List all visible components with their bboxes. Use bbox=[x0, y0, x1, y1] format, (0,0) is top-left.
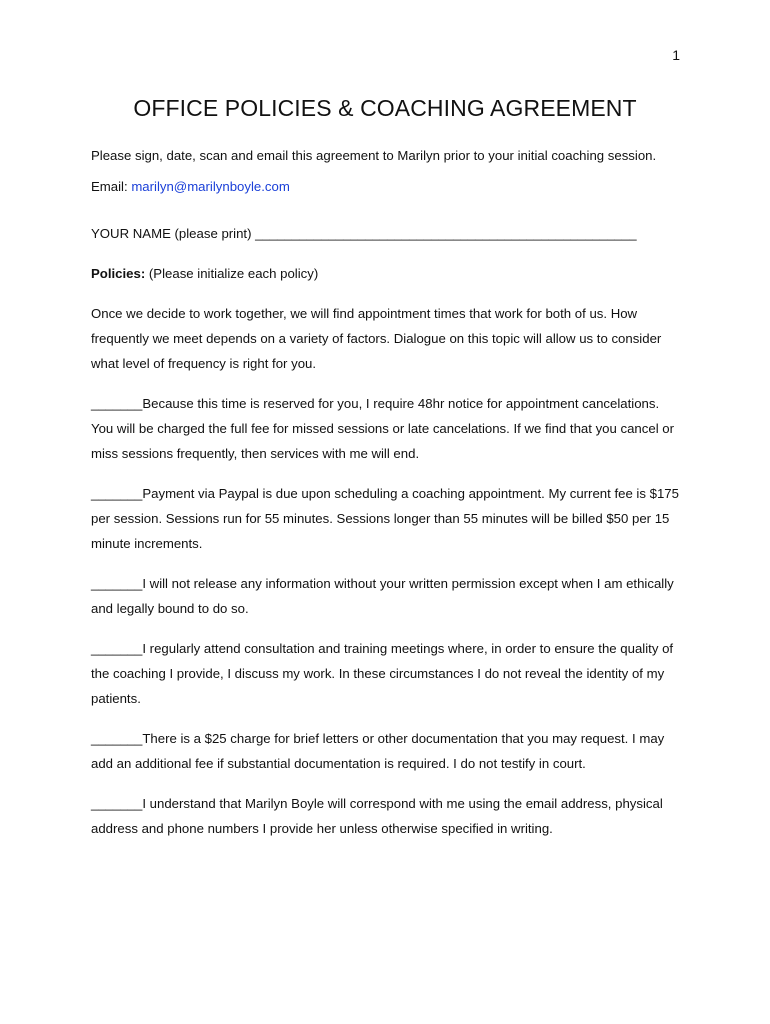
initial-blank[interactable]: _______ bbox=[91, 796, 143, 811]
opening-paragraph: Once we decide to work together, we will find appointment times that work for both of us. How frequently we meet depends on a variety of factors. Dialogue on this topic will allow us to consider what level of frequency is right for you. bbox=[91, 306, 662, 371]
policy-text: I regularly attend consultation and training meetings where, in order to ensure the quality of the coaching I provide, I discuss my work. In these circumstances I do not reveal the identity of my patients. bbox=[91, 641, 674, 706]
email-link[interactable]: marilyn@marilynboyle.com bbox=[131, 179, 290, 194]
policy-item bbox=[91, 391, 681, 466]
initial-blank[interactable]: _______ bbox=[91, 486, 143, 501]
page-number: 1 bbox=[672, 47, 680, 63]
policy-text: Because this time is reserved for you, I require 48hr notice for appointment cancelations. You will be charged the full fee for missed sessions or late cancelations. If we find that you cancel or miss sessions frequently, then services with me will end. bbox=[91, 396, 675, 461]
initial-blank[interactable]: _______ bbox=[91, 396, 143, 411]
policy-text: I understand that Marilyn Boyle will correspond with me using the email address, physical address and phone numbers I provide her unless otherwise specified in writing. bbox=[91, 796, 663, 836]
initial-blank[interactable]: _______ bbox=[91, 641, 143, 656]
name-field bbox=[91, 221, 681, 246]
name-field-blank[interactable]: ____________________________________________________ bbox=[255, 226, 637, 241]
policy-text: I will not release any information without your written permission except when I am ethically and legally bound to do so. bbox=[91, 576, 674, 616]
document-body bbox=[91, 140, 681, 841]
policy-item bbox=[91, 481, 681, 556]
policy-item bbox=[91, 571, 681, 621]
policies-heading-label: Policies: bbox=[91, 266, 146, 281]
policy-item bbox=[91, 791, 681, 841]
policy-text: Payment via Paypal is due upon scheduling a coaching appointment. My current fee is $175 per session. Sessions run for 55 minutes. Sessions longer than 55 minutes will be billed $50 per 15 minute increments. bbox=[91, 486, 679, 551]
intro-text: Please sign, date, scan and email this agreement to Marilyn prior to your initial coaching session. Email: bbox=[91, 148, 657, 194]
name-field-label: YOUR NAME (please print) bbox=[91, 226, 256, 241]
policy-text: There is a $25 charge for brief letters or other documentation that you may request. I may add an additional fee if substantial documentation is required. I do not testify in court. bbox=[91, 731, 665, 771]
intro-paragraph bbox=[91, 140, 681, 202]
initial-blank[interactable]: _______ bbox=[91, 576, 143, 591]
policies-heading bbox=[91, 261, 681, 286]
policy-item bbox=[91, 726, 681, 776]
initial-blank[interactable]: _______ bbox=[91, 731, 143, 746]
policies-heading-note: (Please initialize each policy) bbox=[145, 266, 319, 281]
document-title: OFFICE POLICIES & COACHING AGREEMENT bbox=[133, 95, 637, 121]
policy-item bbox=[91, 636, 681, 711]
